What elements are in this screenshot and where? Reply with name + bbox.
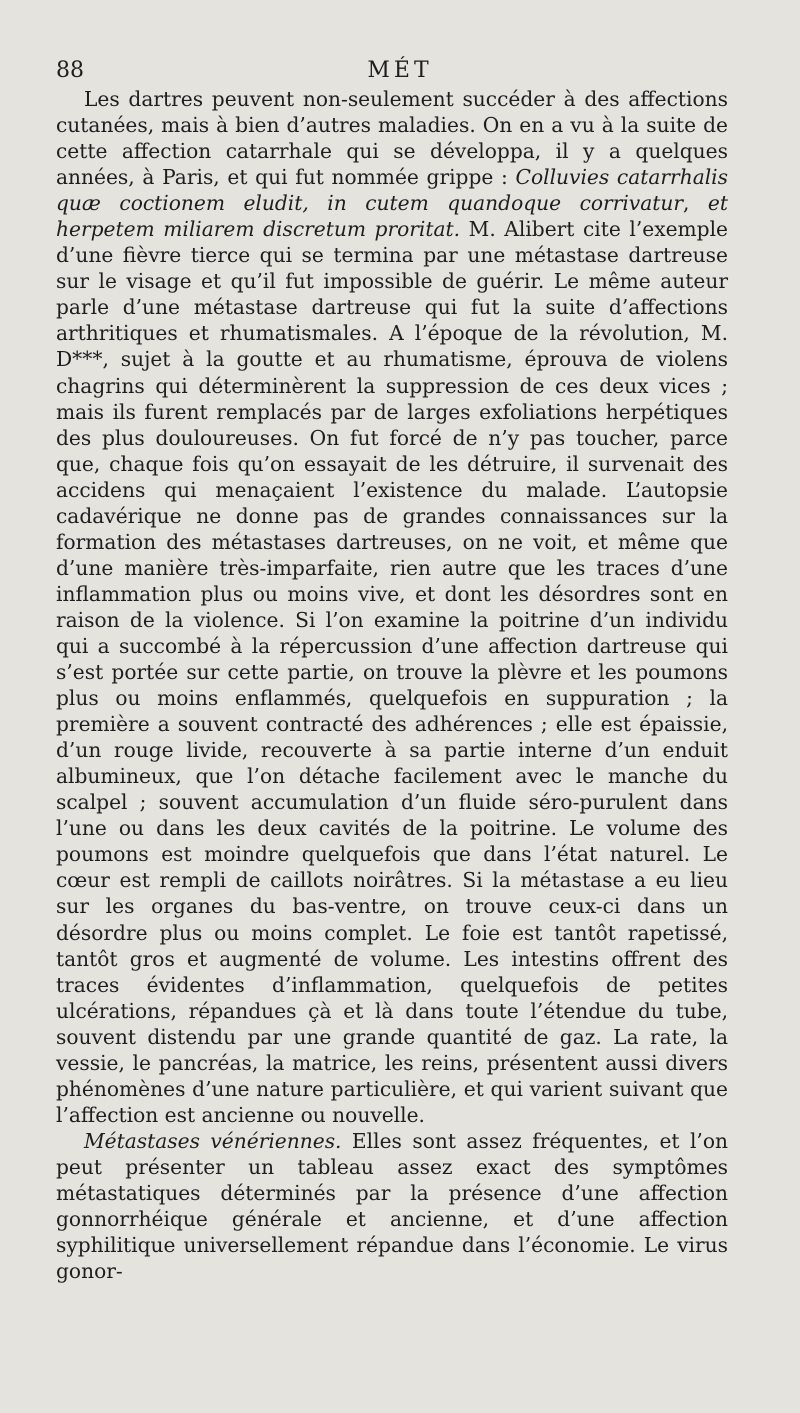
text-segment: Les dartres peuvent non-seulement succéder à des affections cutanées, mais à bien d’autres maladies. On en a vu à la suite de cette affection catarrhale qui se développa, il y a quelques années, à Paris, et qui fut nommée grippe : [56, 87, 728, 190]
body-text [56, 86, 728, 1284]
latin-quotation: et herpetem miliarem discretum proritat. [56, 191, 728, 242]
latin-quotation: Colluvies catarrhalis quæ coctionem eludit, in cutem quandoque corrivatur [56, 165, 729, 216]
running-head: MÉT [367, 58, 433, 83]
text-segment: , [683, 191, 708, 216]
section-heading: Métastases vénériennes. [84, 1128, 342, 1153]
paragraph [56, 86, 728, 1128]
page-number: 88 [56, 58, 84, 83]
paragraph [56, 1128, 728, 1284]
text-segment: Elles sont assez fréquentes, et l’on peut présenter un tableau assez exact des symptômes métastatiques déterminés par la présence d’une affection gonnorrhéique générale et ancienne, et d’une affection syphilitique universellement répandue dans l’économie. Le virus gonor- [56, 1128, 728, 1284]
text-segment: M. Alibert cite l’exemple d’une fièvre tierce qui se termina par une métastase dartreuse sur le visage et qu’il fut impossible de guérir. Le même auteur parle d’une métastase dartreuse qui fut la suite d’affections arthritiques et rhumatismales. A l’époque de la révolution, M. D***, sujet à la goutte et au rhumatisme, éprouva de violens chagrins qui déterminèrent la suppression de ces deux vices ; mais ils furent remplacés par de larges exfoliations herpétiques des plus douloureuses. On fut forcé de n’y pas toucher, parce que, chaque fois qu’on essayait de les détruire, il survenait des accidens qui menaçaient l’existence du malade. L’autopsie cadavérique ne donne pas de grandes connaissances sur la formation des métastases dartreuses, on ne voit, et même que d’une manière très-imparfaite, rien autre que les traces d’une inflammation plus ou moins vive, et dont les désordres sont en raison de la violence. Si l’on examine la poitrine d’un individu qui a succombé à la répercussion d’une affection dartreuse qui s’est portée sur cette partie, on trouve la plèvre et les poumons plus ou moins enflammés, quelquefois en suppuration ; la première a souvent contracté des adhérences ; elle est épaissie, d’un rouge livide, recouverte à sa partie interne d’un enduit albumineux, que l’on détache facilement avec le manche du scalpel ; souvent accumulation d’un fluide séro-purulent dans l’une ou dans les deux cavités de la poitrine. Le volume des poumons est moindre quelquefois que dans l’état naturel. Le cœur est rempli de caillots noirâtres. Si la métastase a eu lieu sur les organes du bas-ventre, on trouve ceux-ci dans un désordre plus ou moins complet. Le foie est tantôt rapetissé, tantôt gros et augmenté de volume. Les intestins offrent des traces évidentes d’inflammation, quelquefois de petites ulcérations, répandues çà et là dans toute l’étendue du tube, souvent distendu par une grande quantité de gaz. La rate, la vessie, le pancréas, la matrice, les reins, présentent aussi divers phénomènes d’une nature particulière, et qui varient suivant que l’affection est ancienne ou nouvelle. [56, 217, 728, 1127]
